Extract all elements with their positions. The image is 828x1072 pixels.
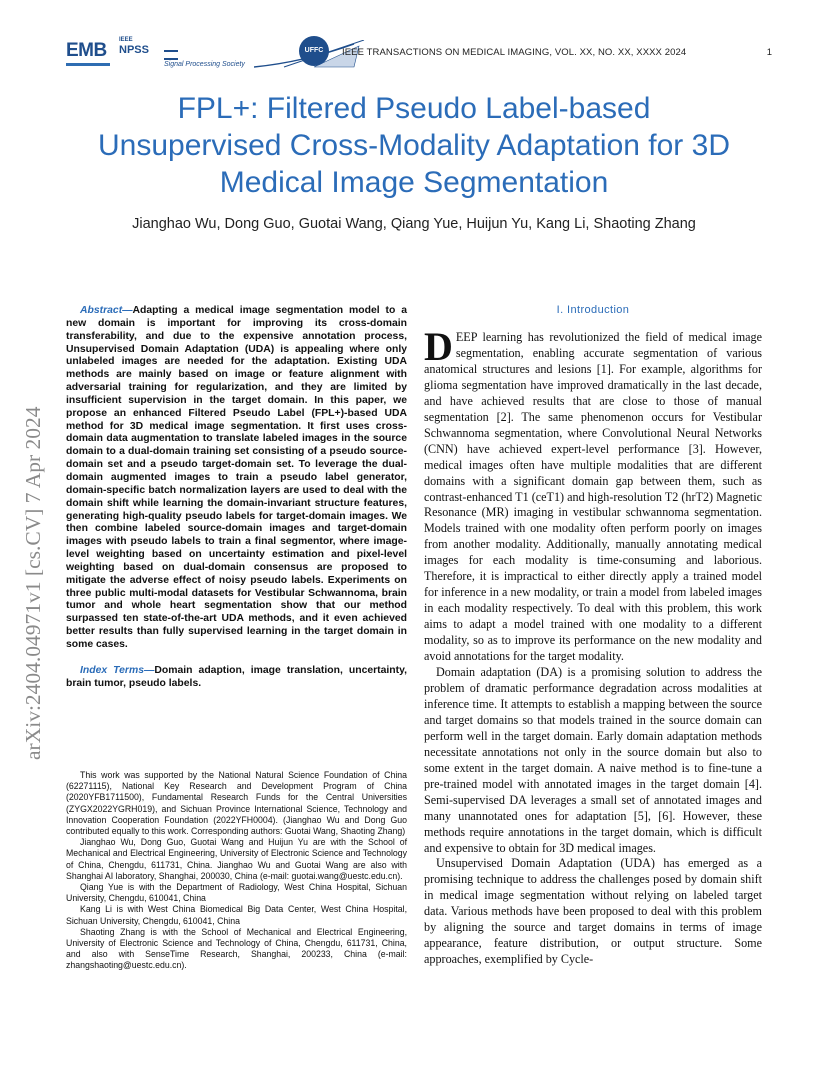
abstract-text: Adapting a medical image segmentation model to a new domain is important for improving its cross-domain transferability, and due to the expensive annotation process, Unsupervised Domain Adaptation (UDA) is appealing where only unlabeled images are needed for the adaptation. Existing UDA methods are mainly based on image or feature alignment with adversarial training for regularization, and they are limited by insufficient supervision in the target domain. In this paper, we propose an enhanced Filtered Pseudo Label (FPL+)-based UDA method for 3D medical image segmentation. It first uses cross-domain data augmentation to translate labeled images in the source domain to a dual-domain training set consisting of a pseudo source-domain set and a pseudo target-domain set. To leverage the dual-domain augmented images to train a pseudo label generator, domain-specific batch normalization layers are used to deal with the domain shift while learning the domain-invariant structure features, generating high-quality pseudo labels for target-domain images. We then combine labeled source-domain images and target-domain images with pseudo labels to train a final segmentor, where image-level weighting based on uncertainty estimation and pixel-level weighting based on dual-domain consensus are proposed to mitigate the adverse effect of noisy pseudo labels. Experiments on three public multi-modal datasets for Vestibular Schwannoma, brain tumor and whole heart segmentation show that our method surpassed ten state-of-the-art UDA methods, and it even achieved better results than fully supervised learning in the target domain in some cases. [66,305,407,650]
footnotes [66,770,407,972]
arxiv-id: arXiv:2404.04971v1 [cs.CV] 7 Apr 2024 [21,406,45,760]
title-line: Unsupervised Cross-Modality Adaptation for 3D [98,129,730,162]
ieee-small-label: IEEE [119,37,133,43]
sps-label: Signal Processing Society [164,61,245,68]
drop-cap: D [424,324,453,369]
title-line: FPL+: Filtered Pseudo Label-based [177,92,651,125]
intro-paragraph-text: EEP learning has revolutionized the field of medical image segmentation, enabling accurate segmentation of various anatomical structures and lesions [1]. For example, algorithms for glioma segmentation have improved dramatically in the last decade, and have achieved results that are close to those of manual segmentation [2]. The same phenomenon occurs for Vestibular Schwannoma segmentation, where Convolutional Neural Networks (CNN) have achieved expert-level performance [3]. However, medical images often have multiple modalities that are different domains with a significant domain gap between them, such as contrast-enhanced T1 (ceT1) and high-resolution T2 (hrT2) Magnetic Resonance (MR) imaging in vestibular schwannoma segmentation. Models trained with one modality often perform poorly on images from another modality. Additionally, manually annotating medical images for each modality is time-consuming and laborious. Therefore, it is impractical to either directly apply a trained model for inference in a new modality, or train a model from labeled images in each modality respectively. To deal with this problem, this work aims to adapt a model trained with one modality to a different modality, so as to improve its performance on the new modality and avoid annotations for the target modality. [424,330,762,664]
npss-logo [119,36,155,56]
footnote-affiliation: Kang Li is with West China Biomedical Big Data Center, West China Hospital, Sichuan University, Chengdu, 610041, China [66,904,407,926]
right-column [424,304,762,968]
intro-paragraph [424,324,762,665]
footnote-affiliation: Shaoting Zhang is with the School of Mechanical and Electrical Engineering, University of Electronic Science and Technology of China, Chengdu, 611731, China, and also with SenseTime Research, Shanghai, 200233, China (e-mail: zhangshaoting@uestc.edu.cn). [66,926,407,971]
page-number: 1 [766,47,772,58]
title-line: Medical Image Segmentation [219,166,609,199]
abstract [66,305,407,652]
emb-logo-bar [66,63,110,66]
index-terms-label: Index Terms— [80,664,155,676]
uffc-logo: UFFC [299,36,329,66]
npss-label: NPSS [119,44,149,56]
sps-mark-icon [164,50,178,60]
emb-logo: EMB [66,40,107,61]
footnote-affiliation: Qiang Yue is with the Department of Radiology, West China Hospital, Sichuan University, Chengdu, 610041, China [66,882,407,904]
intro-paragraph: Unsupervised Domain Adaptation (UDA) has emerged as a promising technique to address the challenges posed by domain shift in medical image segmentation without relying on labeled target data. Various methods have been proposed to deal with this problem by aligning the source and target domains in terms of image appearance, feature distribution, or output structure. Some approaches, exemplified by Cycle- [424,856,762,967]
abstract-label: Abstract— [80,305,133,316]
introduction-body [424,324,762,968]
intro-paragraph: Domain adaptation (DA) is a promising solution to address the problem of dramatic performance degradation across modalities at inference time. It attempts to establish a mapping between the source and target domains so that models trained in the source domain can perform well in the target domain. Early domain adaptation methods necessitate annotations not only in the source domain but also to some extent in the target domain. A naive method is to fine-tune a pre-trained model with annotated images in the target domain [4]. Semi-supervised DA leverages a small set of annotated images and many unannotated ones for adaptation [5], [6]. However, these methods require annotations in the target domain, which is difficult and expensive to obtain for 3D medical images. [424,665,762,855]
page-header [66,36,772,70]
footnote-affiliation: Jianghao Wu, Dong Guo, Guotai Wang and Huijun Yu are with the School of Mechanical and Electrical Engineering, University of Electronic Science and Technology of China, Chengdu, 611731, China. Jianghao Wu and Guotai Wang are also with Shanghai AI laboratory, Shanghai, 200030, China (e-mail: guotai.wang@uestc.edu.cn). [66,837,407,881]
running-head: IEEE TRANSACTIONS ON MEDICAL IMAGING, VOL. XX, NO. XX, XXXX 2024 [342,47,687,58]
index-terms-text: Domain adaption, image translation, uncertainty, brain tumor, pseudo labels. [66,664,408,689]
left-column [66,305,407,690]
paper-title [40,90,788,201]
section-heading-introduction: I. Introduction [556,304,630,316]
index-terms [66,665,407,691]
footnote-funding: This work was supported by the National Natural Science Foundation of China (62271115), National Key Research and Development Program of China (2020YFB1711500), Fundamental Research Funds for the Central Universities (ZYGX2022YGRH019), and Sichuan Province International Science, Technology and Innovation Cooperation Foundation (2022YFH0004). (Jianghao Wu and Dong Guo contributed equally to this work. Corresponding authors: Guotai Wang, Shaoting Zhang) [66,770,407,837]
arxiv-stamp [20,292,46,760]
author-list: Jianghao Wu, Dong Guo, Guotai Wang, Qiang Yue, Huijun Yu, Kang Li, Shaoting Zhang [132,216,696,232]
